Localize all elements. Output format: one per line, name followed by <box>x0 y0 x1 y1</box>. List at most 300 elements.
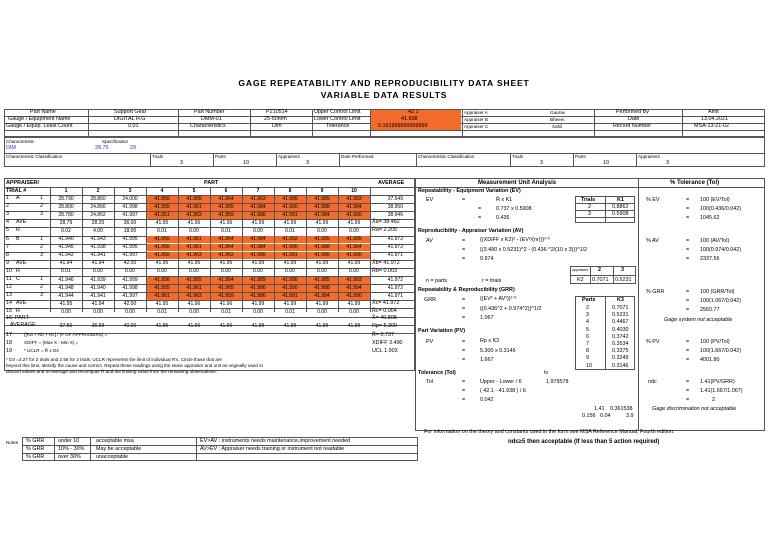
table-cell: 0.01 <box>221 308 231 315</box>
row-trial: 2 <box>40 203 43 210</box>
part-number-header: 1 <box>64 188 68 194</box>
table-cell: 41.940 <box>90 284 106 291</box>
k3-parts: 8 <box>586 348 589 355</box>
row-average: 38.946 <box>387 211 403 218</box>
tolerance-heading: % Tolerance (Tol) <box>670 180 720 186</box>
table-cell: 0.00 <box>285 268 295 275</box>
least-count: 0.01 <box>128 123 139 129</box>
table-cell: 0.01 <box>221 227 231 234</box>
table-cell: 41.999 <box>122 276 138 283</box>
part-name-label: Part Name <box>30 109 56 115</box>
table-cell: 41.984 <box>307 293 338 300</box>
row-number: 11 <box>6 276 12 282</box>
table-cell: 41.988 <box>307 204 338 211</box>
table-cell: 41.984 <box>243 204 274 211</box>
rp-stat: Rp= 5.300 <box>372 323 398 329</box>
table-cell: 28.800 <box>58 203 74 210</box>
row-number: 7 <box>6 243 9 250</box>
table-cell: 0.00 <box>349 308 359 315</box>
table-cell: 41.988 <box>307 285 338 292</box>
ev-label: EV <box>426 197 434 203</box>
tv-label: tv <box>544 370 549 376</box>
ucl-label: Upper Control Limit <box>314 109 361 115</box>
table-cell: 0.01 <box>285 227 295 234</box>
part-number-header: 5 <box>192 188 196 194</box>
table-cell: 41.963 <box>179 212 210 219</box>
table-cell: 41.95 <box>155 219 169 226</box>
row-stat: X̄a= 38.482 <box>372 219 400 226</box>
table-cell: 41.940 <box>58 236 74 242</box>
pgrr-label: % GRR <box>646 289 665 295</box>
least-count-label: Gauge / Equip. Least Count <box>6 123 73 129</box>
part-name: Support Gear <box>114 109 147 115</box>
table-cell: 41.990 <box>339 212 370 219</box>
part-number-header: 3 <box>128 188 132 194</box>
table-cell: 41.991 <box>275 212 306 219</box>
n-parts: n = parts <box>426 278 448 284</box>
pav-formula-3: 2337.56 <box>700 256 720 262</box>
table-cell: 0.00 <box>349 227 359 234</box>
table-cell: 41.99 <box>251 219 265 226</box>
row18-text: XDIFF = (Max X - Min X) = <box>24 340 79 345</box>
table-cell: 0.01 <box>285 308 295 315</box>
table-cell: 41.986 <box>243 252 274 259</box>
table-cell: 41.963 <box>179 293 210 300</box>
table-cell: 41.991 <box>275 293 306 300</box>
row-average: 37.549 <box>387 195 403 202</box>
notes-label: Notes <box>6 440 19 445</box>
row-trial: 2 <box>40 243 43 250</box>
row-number: 5 <box>6 227 9 234</box>
appraiser-a: Gaurav <box>550 110 566 115</box>
table-cell: 41.955 <box>147 204 178 211</box>
characteristics-value: Dim <box>272 123 282 129</box>
ev-av-note: EV>AV : instruments needs maintenance,improvement needed <box>200 438 351 444</box>
analysis-heading: Measurement Unit Analysis <box>478 180 557 186</box>
table-cell: 41.959 <box>211 212 242 219</box>
row-trial: 3 <box>40 251 43 258</box>
pv-label: PV <box>426 339 434 345</box>
appraisers-value-2: 3 <box>666 160 669 166</box>
part-average: 41.99 <box>315 323 329 329</box>
table-cell: 41.984 <box>243 244 274 251</box>
pgrr-formula-2: 100(1.067/0.042) <box>700 298 742 304</box>
table-cell: 24.866 <box>90 203 106 210</box>
ppv-formula-2: 100(1.667/0.042) <box>700 348 742 354</box>
k3-value: 0.3534 <box>612 341 629 347</box>
row-number: 4 <box>6 219 9 226</box>
footnote-2: beyond this limit. Identify the cause and correct. Repeat these readings using the same appraiser and unit as originally used or <box>6 363 264 368</box>
table-cell: 41.965 <box>179 196 210 203</box>
table-cell: 0.00 <box>221 268 231 275</box>
av-label: AV <box>426 238 433 244</box>
tiny-1: 1.41 <box>594 406 605 412</box>
pgrr-formula-1: 100 (GRR/Tol) <box>700 289 735 295</box>
char-value: DIM <box>6 145 16 151</box>
ev-formula-1: R̄ x K1 <box>496 197 513 203</box>
trials-label: Trials <box>152 154 164 159</box>
spec-value-1: 28.75 <box>95 145 109 151</box>
pev-formula-3: 1045.62 <box>700 215 720 221</box>
row-label: R <box>16 308 20 315</box>
gage-discrimination: Gage discrimination not acceptable <box>652 406 737 412</box>
row-stat: X̄c= 41.972 <box>372 300 400 307</box>
table-cell: 41.951 <box>147 212 178 219</box>
table-cell: 0.01 <box>157 308 167 315</box>
tol-formula-2: ( 42.1 - 41.938 ) / 6 <box>480 388 526 394</box>
parts-label: Parts <box>215 154 226 159</box>
char-class-label-2: Characteristic Classification <box>418 154 475 159</box>
table-cell: 0.00 <box>93 268 103 275</box>
k3-value: 0.7071 <box>612 305 629 311</box>
date-performed-label: Date Performed <box>341 154 374 159</box>
row-stat: X̄b= 41.972 <box>372 259 400 266</box>
tol-formula-3: 0.042 <box>480 397 494 403</box>
table-cell: 41.961 <box>179 204 210 211</box>
table-cell: 41.956 <box>147 196 178 203</box>
part-average: 41.96 <box>187 323 201 329</box>
average-header: AVERAGE <box>378 180 405 186</box>
appraisers-label: Appraisers <box>278 154 300 159</box>
table-cell: 41.94 <box>91 300 105 307</box>
table-cell: 41.99 <box>283 260 297 267</box>
row-number: 8 <box>6 251 9 258</box>
table-cell: 41.963 <box>243 196 274 203</box>
r-trials: r = trials <box>482 278 502 284</box>
table-cell: 41.956 <box>147 252 178 259</box>
p210-value: 25-50mm <box>264 116 287 122</box>
table-cell: 41.94 <box>91 260 105 267</box>
row-trial: 2 <box>40 284 43 291</box>
row-label: R <box>16 267 20 274</box>
table-cell: 41.95 <box>59 300 73 307</box>
table-cell: 41.998 <box>122 284 138 291</box>
part-average: 41.95 <box>155 323 169 329</box>
parts-value: 10 <box>243 160 249 166</box>
row-average: 41.971 <box>387 292 403 299</box>
grr-section: Repeatability & Reproducibility (GRR) <box>418 287 515 293</box>
row-number: 2 <box>6 203 9 210</box>
tolerance-label: Tolerance <box>326 123 350 129</box>
table-cell: 41.964 <box>211 244 242 251</box>
table-cell: 41.997 <box>122 211 138 218</box>
part-number-header: 9 <box>320 188 324 194</box>
ev-formula-2: 0.737 x 0.5908 <box>496 206 532 212</box>
table-cell: 41.990 <box>339 252 370 259</box>
table-cell: 41.986 <box>307 252 338 259</box>
k3-parts: 7 <box>586 341 589 347</box>
trials-value: 3 <box>180 160 183 166</box>
grr-formula-1: {(EV² + AV²)}¹ᐟ² <box>480 296 517 302</box>
table-cell: 41.942 <box>58 252 74 259</box>
note-range: under 10 <box>58 438 80 444</box>
table-cell: 41.99 <box>283 300 297 307</box>
k3-parts: 6 <box>586 333 589 340</box>
table-cell: 41.986 <box>275 277 306 284</box>
table-cell: 41.961 <box>179 236 210 243</box>
ndc-label: ndc <box>648 379 657 385</box>
row-number: 12 <box>6 284 12 291</box>
table-cell: 41.99 <box>315 219 329 226</box>
table-cell: 41.959 <box>211 293 242 300</box>
table-cell: 41.962 <box>211 252 242 259</box>
trials-label-2: Trials <box>512 154 524 159</box>
table-cell: 41.99 <box>347 260 361 267</box>
ndc-formula-1: 1.41(PV/GRR) <box>700 379 735 385</box>
table-cell: 41.991 <box>275 252 306 259</box>
table-cell: 41.944 <box>58 292 74 299</box>
k2-hdr: K2 <box>577 277 584 283</box>
table-cell: 41.938 <box>90 244 106 251</box>
table-cell: 41.965 <box>211 285 242 292</box>
lcl-value: 41.938 <box>401 116 418 122</box>
table-cell: 41.955 <box>147 285 178 292</box>
appraiser-b: Bheem <box>550 117 565 122</box>
table-cell: 41.964 <box>211 236 242 243</box>
row-number: 9 <box>6 259 9 266</box>
table-cell: 41.990 <box>275 244 306 251</box>
table-cell: 41.995 <box>122 244 138 251</box>
tiny-4: 0.04 <box>600 413 611 419</box>
ppv-formula-1: 100 (PV/Tol) <box>700 339 730 345</box>
table-cell: 41.997 <box>122 292 138 299</box>
k3-parts: 2 <box>586 305 589 311</box>
appraiser-c-label: Appraiser C <box>464 124 489 129</box>
table-cell: 41.941 <box>90 252 106 259</box>
part-row-label: 16. PART <box>6 315 29 321</box>
pav-formula-1: 100 (AV/Tol) <box>700 238 730 244</box>
av-formula-1: {(XDIFF x K2)² - (EV²/(nr))}¹ᐟ² <box>480 237 550 243</box>
trials-hdr: Trials <box>581 197 596 203</box>
rbar-stat: R̄= 0.737 <box>372 332 395 338</box>
table-cell: 0.00 <box>317 308 327 315</box>
row-label: AVE <box>16 219 27 226</box>
table-cell: 28.780 <box>58 211 74 218</box>
pv-formula-2: 5.300 x 0.3146 <box>480 348 516 354</box>
table-cell: 0.00 <box>189 308 199 315</box>
table-cell: 41.995 <box>339 236 370 243</box>
av-section: Reproducibility - Appraiser Variation (AV) <box>418 228 524 234</box>
trial-header: TRIAL # <box>6 188 27 194</box>
tiny-3: 0.156 <box>582 413 596 419</box>
table-cell: 0.00 <box>253 268 263 275</box>
k2-col-1: 2 <box>598 267 601 273</box>
k3-parts: 3 <box>586 312 589 319</box>
row-stat: R̄a= 2.205 <box>372 227 398 234</box>
row19-text: * UCLR = R̄ x D4 <box>24 348 59 353</box>
table-cell: 41.986 <box>275 196 306 203</box>
table-cell: 0.00 <box>125 308 135 315</box>
table-cell: 41.99 <box>347 219 361 226</box>
record-label: Record Number <box>613 123 652 129</box>
pav-label: % AV <box>646 238 659 244</box>
table-cell: 36.00 <box>123 219 137 226</box>
pav-formula-2: 100(0.974/0.042) <box>700 247 742 253</box>
row-average: 38.950 <box>387 203 403 210</box>
table-cell: 4.00 <box>93 227 103 234</box>
table-cell: 41.956 <box>147 277 178 284</box>
appraisers-hdr: Appraisers <box>572 268 589 272</box>
row-trial: 1 <box>40 235 43 242</box>
note-range: 10% - 30% <box>58 446 85 452</box>
table-cell: 0.00 <box>317 268 327 275</box>
appraiser-a-label: Appraiser A <box>464 110 488 115</box>
trials-value-2: 3 <box>540 160 543 166</box>
tiny-5: 3.9 <box>626 413 634 419</box>
appraiser-c: Sahil <box>552 124 563 129</box>
grr-formula-3: 1.067 <box>480 315 494 321</box>
ndc-formula-3: 2 <box>712 397 715 403</box>
table-cell: 41.956 <box>147 236 178 243</box>
parts-hdr: Parts <box>582 297 596 303</box>
k3-parts: 4 <box>586 319 589 326</box>
table-cell: 24.000 <box>122 195 138 202</box>
note-metric: % GRR <box>26 454 45 460</box>
table-cell: 41.956 <box>147 244 178 251</box>
part-header: PART <box>204 180 219 186</box>
part-number: DMM-01 <box>201 116 222 122</box>
k3-value: 0.4467 <box>612 319 629 326</box>
table-cell: 0.00 <box>253 308 263 315</box>
av-formula-3: 0.974 <box>480 256 494 262</box>
row-label: B <box>16 235 20 242</box>
tol-label: Tol <box>426 379 433 385</box>
k1-trials: 3 <box>588 211 591 217</box>
row-trial: 3 <box>40 292 43 299</box>
k3-hdr: K3 <box>617 297 624 303</box>
part-number-header: 6 <box>224 188 228 194</box>
pev-formula-2: 100(0.436/0.042) <box>700 206 742 212</box>
characteristics-label: Characteristics <box>190 123 226 129</box>
grr-label: GRR <box>424 297 436 303</box>
ev-formula-3: 0.436 <box>496 215 510 221</box>
pv-formula-1: Rp x K3 <box>480 338 500 344</box>
table-cell: 0.01 <box>157 227 167 234</box>
xbar-stat: X̄= 40.808 <box>372 315 397 321</box>
table-cell: 41.99 <box>347 300 361 307</box>
table-cell: 0.00 <box>189 268 199 275</box>
k3-value: 0.4030 <box>612 326 629 333</box>
part-average: 37.56 <box>59 323 73 329</box>
k3-value: 0.3249 <box>612 355 629 362</box>
table-cell: 42.00 <box>123 260 137 267</box>
table-cell: 41.993 <box>339 196 370 203</box>
table-cell: 41.986 <box>243 212 274 219</box>
table-cell: 41.961 <box>179 244 210 251</box>
note-metric: % GRR <box>26 446 45 452</box>
row17-text: ([Ra + Rb + Rc] / (# OF APPRAISERS) = <box>24 332 108 337</box>
part-number-header: 4 <box>160 188 164 194</box>
table-cell: 41.951 <box>147 293 178 300</box>
k3-parts: 5 <box>586 326 589 333</box>
row-label: C <box>16 276 20 282</box>
ndc-formula-2: 1.41(1.667/1.067) <box>700 388 743 394</box>
pgrr-formula-3: 2560.77 <box>700 307 720 313</box>
av-formula-2: {(3.490 x 0.5231)^2 - (0.436 ^2/(10 x 3))}^1/2 <box>480 247 588 253</box>
table-cell: 41.96 <box>155 260 169 267</box>
gauge-name: DIGITAL H.G <box>114 116 146 122</box>
table-cell: 41.984 <box>243 236 274 243</box>
row-number: 1 <box>6 195 9 201</box>
table-cell: 41.96 <box>187 219 201 226</box>
appraiser-b-label: Appraiser B <box>464 117 489 122</box>
pev-formula-1: 100 (EV/Tol) <box>700 197 730 203</box>
char-class-label: Characteristic Classification <box>6 154 63 159</box>
sheet-title: GAGE REPEATABILITY AND REPRODUCIBILITY DATA SHEET <box>238 78 530 88</box>
table-cell: 41.948 <box>58 284 74 291</box>
ev-section: Repeatability - Equipment Variation (EV) <box>418 188 521 194</box>
table-cell: 42.00 <box>123 300 137 307</box>
table-cell: 28.79 <box>59 219 73 226</box>
table-cell: 0.01 <box>61 268 71 275</box>
table-cell: 41.993 <box>339 277 370 284</box>
part-average: 40.00 <box>123 323 137 329</box>
table-cell: 41.96 <box>187 260 201 267</box>
sheet-subtitle: VARIABLE DATA RESULTS <box>320 90 448 100</box>
table-cell: 41.986 <box>243 293 274 300</box>
part-average: 41.99 <box>251 323 265 329</box>
k1-value: 0.5908 <box>612 211 629 217</box>
row-label: AVE <box>16 300 27 307</box>
table-cell: 41.985 <box>307 236 338 243</box>
table-cell: 0.00 <box>349 268 359 275</box>
table-cell: 41.985 <box>307 277 338 284</box>
row-number: 15 <box>6 308 12 315</box>
table-cell: 41.994 <box>339 244 370 251</box>
table-cell: 41.99 <box>251 300 265 307</box>
row-trial: 1 <box>40 276 43 282</box>
table-cell: 18.00 <box>123 227 137 234</box>
table-cell: 41.96 <box>219 300 233 307</box>
k1-trials: 2 <box>588 204 591 210</box>
lcl-label: Lower Control Limit <box>314 116 361 122</box>
table-cell: 41.941 <box>90 292 106 299</box>
table-cell: 41.99 <box>315 300 329 307</box>
date-label: Date <box>628 116 640 122</box>
ppv-label: % PV <box>646 339 660 345</box>
parts-value-2: 10 <box>603 160 609 166</box>
part-average: 41.99 <box>347 323 361 329</box>
av-ev-note: AV>EV : Appraiser needs training or instrument not readable <box>200 446 345 452</box>
row-number: 6 <box>6 235 9 242</box>
table-cell: 24.862 <box>90 211 106 218</box>
row-average: 41.971 <box>387 252 403 259</box>
row-label: R <box>16 227 20 234</box>
gage-not-acceptable: Gage system not acceptable <box>664 317 733 323</box>
spec-value-2: 29 <box>130 145 136 151</box>
parts-label-2: Parts <box>575 154 586 159</box>
table-cell: 41.992 <box>275 236 306 243</box>
table-cell: 0.00 <box>189 227 199 234</box>
k3-value: 0.5231 <box>612 312 629 319</box>
part-number-label: Part Number <box>194 109 225 115</box>
row-average: 41.972 <box>387 284 403 291</box>
spec-label: Specification <box>102 139 129 144</box>
table-cell: 41.998 <box>122 203 138 210</box>
row-trial: 1 <box>40 195 43 201</box>
note-range: over 30% <box>58 454 81 460</box>
table-cell: 41.99 <box>251 260 265 267</box>
table-cell: 41.965 <box>179 277 210 284</box>
part-number-header: 2 <box>96 188 100 194</box>
date-value: 13.04.2021 <box>701 116 728 122</box>
table-cell: 41.990 <box>275 285 306 292</box>
row-trial: 3 <box>40 211 43 218</box>
performed-by-label: Performed By <box>616 109 649 115</box>
table-cell: 41.985 <box>307 196 338 203</box>
k2-col-2: 3 <box>621 267 624 273</box>
grr-formula-2: {(0.436^2 + 0.974^2)}^1/2 <box>480 306 542 312</box>
